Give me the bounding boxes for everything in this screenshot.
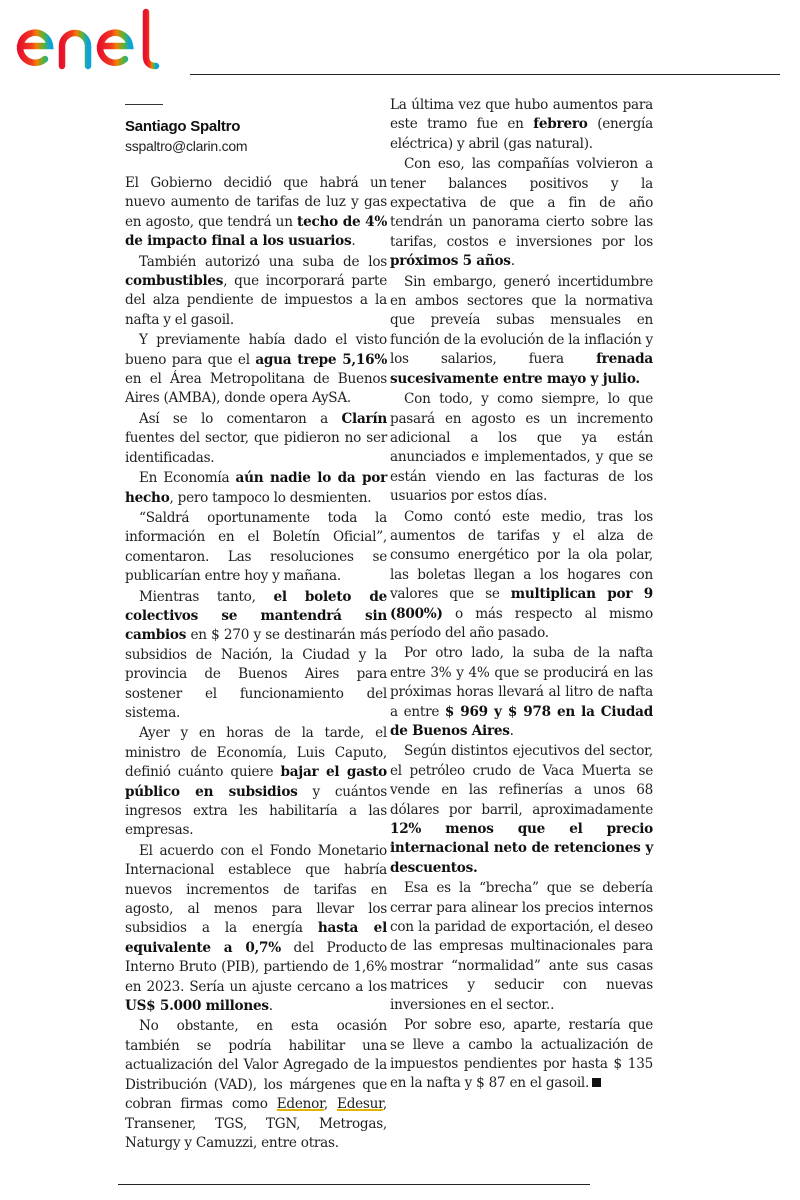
article-paragraph [390,879,653,1015]
bold-text: Clarín [341,410,387,427]
bold-text: agua trepe 5,16% [255,351,387,368]
bold-text: frenada sucesivamente entre mayo y julio. [390,351,653,387]
text: . [510,253,515,270]
text: en $ 270 y se destinarán más subsidios de Nación, la Ciudad y la provincia de Buenos Aires para sostener el funcionamiento del sistema. [125,627,387,721]
text: . [509,723,514,739]
article-paragraph [125,1017,387,1153]
article-column-left [125,100,387,1154]
text: Esa es la “brecha” que se debería cerrar para alinear los precios internos con la paridad de exportación, el deseo de las empresas multinacionales para mostrar “normalidad” ante sus casas matrices y seducir con nuevas inversiones en el sector.. [390,880,653,1013]
article-paragraph [390,508,653,644]
text: Mientras tanto, [139,588,274,605]
article-column-right [390,96,653,1095]
text: (energía eléctrica) y abril (gas natural). [390,116,653,152]
text: Por otro lado, la suba de la nafta entre 3% y 4% que se producirá en las próximas horas llevará al litro de nafta a entre [390,645,653,720]
article-paragraph [125,724,387,840]
byline-rule [125,104,163,105]
bold-text: US$ 5.000 millones [125,998,269,1015]
article-paragraph [390,1016,653,1094]
text: , que incorporará parte del alza pendiente de impuestos a la nafta y el gasoil. [125,273,387,328]
article-paragraph [125,174,387,252]
bold-text: multiplican por 9 (800%) [390,586,653,622]
article-paragraph [390,644,653,741]
text: . [268,998,273,1015]
article-paragraph [390,155,653,271]
bold-text: febrero [533,116,588,133]
text: La última vez que hubo aumentos para este tramo fue en [390,97,653,133]
text: , [323,1096,338,1113]
article-paragraph [125,588,387,724]
text: Ayer y en horas de la tarde, el ministro de Economía, Luis Caputo, definió cuánto quiere [125,725,387,781]
text: Y previamente había dado el visto bueno para que el [125,332,387,368]
text: Por sobre eso, aparte, restaría que se lleve a cambo la actualización de impuestos pendientes por hasta $ 135 en la nafta y $ 87 en el gasoil. [390,1017,653,1092]
text: “Saldrá oportunamente toda la información en el Boletín Oficial”, comentaron. Las resoluciones se publicarían entre hoy y mañana. [125,509,387,585]
text: Así se lo comentaron a [139,410,342,427]
bold-text: próximos 5 años [390,253,511,270]
text: No obstante, en esta ocasión también se podría habilitar una actualización del Valor Agregado de la Distribución (VAD), los márgenes que cobran firmas como [125,1018,387,1113]
bold-text: hasta el equivalente a 0,7% [125,920,387,956]
text: Con todo, y como siempre, lo que pasará en agosto es un incremento adicional a los que ya están anunciados e implementados, y que se están viendo en las facturas de los usuarios por estos días. [390,391,653,505]
article-paragraph [390,390,653,506]
author-name: Santiago Spaltro [125,118,241,135]
text: Sin embargo, generó incertidumbre en ambos sectores que la normativa que preveía subas mensuales en función de la evolución de la inflación y los salarios, fuera [390,273,653,368]
text: del Producto Interno Bruto (PIB), partiendo de 1,6% en 2023. Sería un ajuste cercano a los [125,939,387,995]
article-paragraph [125,331,387,409]
end-mark [592,1078,601,1087]
text: Según distintos ejecutivos del sector, el petróleo crudo de Vaca Muerta se vende en las refinerías a unos 68 dólares por barril, aproximadamente [390,743,653,818]
text: y cuántos ingresos extra les habilitaría a las empresas. [125,783,387,839]
underlined-text: Edenor [276,1096,324,1113]
article-paragraph [125,509,387,587]
enel-logo [14,4,184,74]
right-body [390,96,653,1094]
bold-text: $ 969 y $ 978 en la Ciudad de Buenos Aires [390,703,653,739]
bold-text: el boleto de colectivos se mantendrá sin cambios [125,588,387,644]
author-email: sspaltro@clarin.com [125,138,248,154]
article-paragraph [390,742,653,878]
article-paragraph [125,410,387,468]
article-paragraph [125,253,387,331]
header-rule [190,74,780,75]
underlined-text: Edesur [337,1096,383,1113]
article-paragraph [390,273,653,389]
text: Con eso, las compañías volvieron a tener balances positivos y la expectativa de que a fin de año tendrán un panorama cierto sobre las tarifas, costos e inversiones por los [390,156,653,250]
text: fuentes del sector, que pidieron no ser identificadas. [125,430,387,466]
bold-text: aún nadie lo da por hecho [125,470,387,506]
text: Como contó este medio, tras los aumentos de tarifas y el alza de consumo energético por la ola polar, las boletas llegan a los hogares con valores que se [390,508,653,603]
text: , Transener, TGS, TGN, Metrogas, Naturgy y Camuzzi, entre otras. [125,1096,387,1151]
text: o más respecto al mismo período del año pasado. [390,605,653,641]
bold-text: combustibles [125,273,224,290]
text: . [351,233,356,250]
text: , pero tampoco lo desmienten. [169,489,372,506]
bold-text: bajar el gasto público en subsidios [125,764,387,800]
left-body [125,174,387,1153]
bold-text: techo de 4% de impacto final a los usuarios [125,213,387,250]
text: El acuerdo con el Fondo Monetario Internacional establece que habría nuevos incrementos de tarifas en agosto, al menos para llevar los subsidios a la energía [125,842,387,937]
text: El Gobierno decidió que habrá un nuevo aumento de tarifas de luz y gas en agosto, que tendrá un [125,175,387,230]
text: También autorizó una suba de los [139,253,387,270]
article-paragraph [390,96,653,154]
text: en el Área Metropolitana de Buenos Aires (AMBA), donde opera AySA. [125,371,387,407]
text: En Economía [139,470,236,487]
article-paragraph [125,842,387,1017]
bold-text: 12% menos que el precio internacional neto de retenciones y descuentos. [390,821,653,876]
footer-rule [118,1184,590,1185]
article-paragraph [125,469,387,508]
